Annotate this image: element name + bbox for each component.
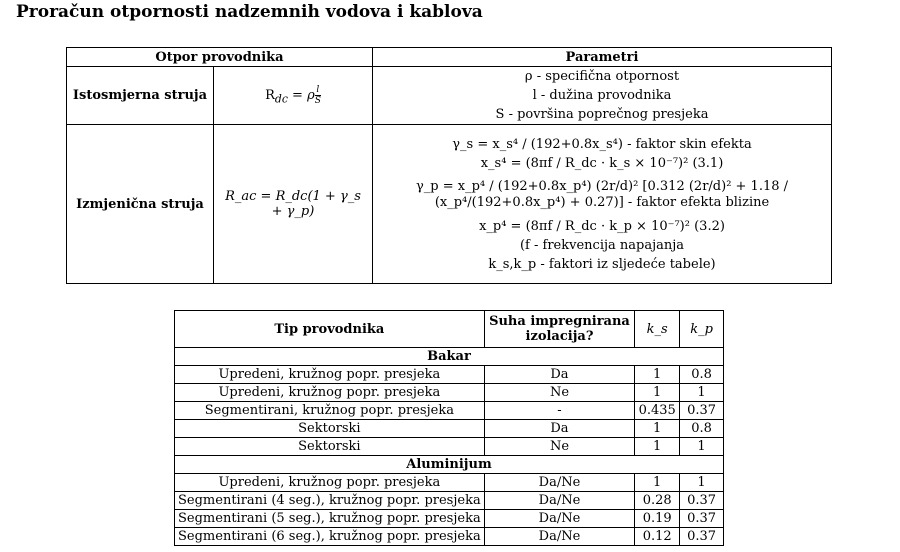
cell-kp: 1 xyxy=(680,438,724,456)
cell-izolacija: Da/Ne xyxy=(484,528,635,546)
rdc-frac-den: S xyxy=(314,96,321,106)
header-izolacija-line1: Suha impregnirana xyxy=(489,314,630,329)
header-kp: k_p xyxy=(680,311,724,348)
param-l: l - dužina provodnika xyxy=(532,88,672,103)
resistance-table-header xyxy=(67,48,832,67)
table-row xyxy=(175,384,724,402)
table-row xyxy=(175,402,724,420)
cell-kp: 0.37 xyxy=(680,510,724,528)
header-parametri: Parametri xyxy=(373,48,832,67)
cell-kp: 0.37 xyxy=(680,402,724,420)
factor-table-header xyxy=(175,311,724,348)
cell-kp: 1 xyxy=(680,384,724,402)
cell-tip: Upredeni, kružnog popr. presjeka xyxy=(175,384,485,402)
rdc-frac-num: l xyxy=(316,85,320,95)
cell-kp: 0.8 xyxy=(680,366,724,384)
cell-ks: 0.19 xyxy=(635,510,680,528)
cell-ks: 0.12 xyxy=(635,528,680,546)
cell-izolacija: Da xyxy=(484,366,635,384)
param-ks-kp: k_s,k_p - faktori iz sljedeće tabele) xyxy=(488,256,716,272)
cell-tip: Segmentirani (4 seg.), kružnog popr. presjeka xyxy=(175,492,485,510)
table-row xyxy=(175,492,724,510)
row-ac-label: Izmjenična struja xyxy=(67,125,214,284)
row-ac xyxy=(67,125,832,284)
cell-izolacija: Da/Ne xyxy=(484,492,635,510)
cell-izolacija: Da/Ne xyxy=(484,474,635,492)
table-row xyxy=(175,528,724,546)
cell-ks: 1 xyxy=(635,438,680,456)
cell-izolacija: Da xyxy=(484,420,635,438)
cell-kp: 0.8 xyxy=(680,420,724,438)
param-gamma-s: γ_s = x_s⁴ / (192+0.8x_s⁴) - faktor skin efekta xyxy=(452,136,752,152)
table-row xyxy=(175,420,724,438)
row-dc-formula xyxy=(214,67,373,125)
page-title: Proračun otpornosti nadzemnih vodova i kablova xyxy=(16,2,483,22)
param-rho: ρ - specifična otpornost xyxy=(524,69,680,84)
cell-ks: 1 xyxy=(635,366,680,384)
section-row xyxy=(175,456,724,474)
header-otpor: Otpor provodnika xyxy=(67,48,373,67)
param-gamma-p: γ_p = x_p⁴ / (192+0.8x_p⁴) (2r/d)² [0.312 (2r/d)² + 1.18 / (x_p⁴/(192+0.8x_p⁴) + 0.27)] - faktor efekta blizine xyxy=(415,178,789,210)
cell-izolacija: Ne xyxy=(484,438,635,456)
cell-izolacija: Da/Ne xyxy=(484,510,635,528)
cell-tip: Upredeni, kružnog popr. presjeka xyxy=(175,474,485,492)
table-row xyxy=(175,366,724,384)
row-ac-formula: R_ac = R_dc(1 + γ_s + γ_p) xyxy=(214,125,373,284)
row-dc-label: Istosmjerna struja xyxy=(67,67,214,125)
cell-kp: 0.37 xyxy=(680,528,724,546)
cell-tip: Segmentirani (5 seg.), kružnog popr. presjeka xyxy=(175,510,485,528)
cell-tip: Sektorski xyxy=(175,438,485,456)
rdc-equals: = ρ xyxy=(287,88,315,103)
cell-izolacija: - xyxy=(484,402,635,420)
cell-ks: 1 xyxy=(635,420,680,438)
header-izolacija-line2: izolacija? xyxy=(525,329,594,344)
header-izolacija xyxy=(484,311,635,348)
factor-table xyxy=(174,310,724,546)
cell-ks: 0.435 xyxy=(635,402,680,420)
section-aluminijum: Aluminijum xyxy=(175,456,724,474)
param-s: S - površina poprečnog presjeka xyxy=(495,107,709,122)
cell-izolacija: Ne xyxy=(484,384,635,402)
param-xp: x_p⁴ = (8πf / R_dc · k_p × 10⁻⁷)² (3.2) xyxy=(479,218,725,234)
rdc-fraction xyxy=(315,85,321,106)
row-dc-params xyxy=(373,67,832,125)
rdc-symbol: R xyxy=(265,88,275,103)
rdc-subscript: dc xyxy=(274,92,288,106)
resistance-table xyxy=(66,47,832,284)
header-ks: k_s xyxy=(635,311,680,348)
param-xs: x_s⁴ = (8πf / R_dc · k_s × 10⁻⁷)² (3.1) xyxy=(480,155,724,171)
row-ac-params xyxy=(373,125,832,284)
cell-tip: Sektorski xyxy=(175,420,485,438)
section-row xyxy=(175,348,724,366)
cell-kp: 0.37 xyxy=(680,492,724,510)
cell-tip: Upredeni, kružnog popr. presjeka xyxy=(175,366,485,384)
row-dc xyxy=(67,67,832,125)
header-tip: Tip provodnika xyxy=(175,311,485,348)
cell-tip: Segmentirani, kružnog popr. presjeka xyxy=(175,402,485,420)
section-bakar: Bakar xyxy=(175,348,724,366)
cell-kp: 1 xyxy=(680,474,724,492)
cell-ks: 0.28 xyxy=(635,492,680,510)
cell-tip: Segmentirani (6 seg.), kružnog popr. presjeka xyxy=(175,528,485,546)
cell-ks: 1 xyxy=(635,474,680,492)
table-row xyxy=(175,474,724,492)
cell-ks: 1 xyxy=(635,384,680,402)
table-row xyxy=(175,438,724,456)
table-row xyxy=(175,510,724,528)
param-f: (f - frekvencija napajanja xyxy=(519,237,685,253)
